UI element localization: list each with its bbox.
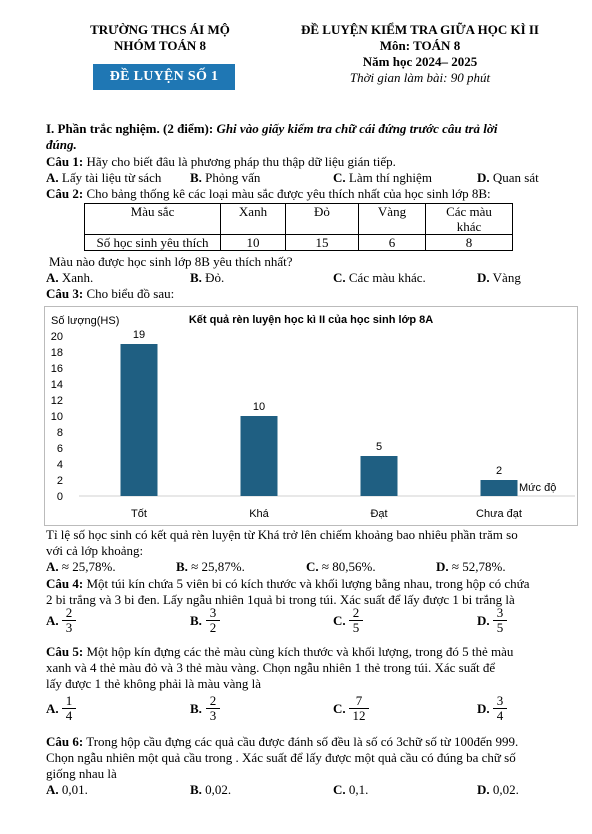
q1-option-b[interactable]: B. Phỏng vấn — [190, 170, 261, 185]
q4-option-a[interactable]: A. — [46, 613, 59, 628]
q5-stem — [46, 644, 576, 660]
chart-title: Kết quả rèn luyện học kì II của học sinh lớp 8A — [188, 314, 434, 326]
y-tick-label: 16 — [50, 363, 63, 375]
q6-stem — [46, 734, 586, 750]
y-tick-label: 8 — [56, 427, 63, 439]
q5-option-d-fraction: $\frac{3}{4}$ — [493, 694, 507, 723]
q6-label: Câu 6: — [46, 734, 84, 749]
q2-text: Cho bảng thống kê các loại màu sắc được yêu thích nhất của học sinh lớp 8B: — [86, 186, 491, 201]
chart-y-axis-label: Số lượng(HS) — [51, 315, 120, 327]
bar-data-label: 19 — [132, 329, 146, 341]
q6-option-b[interactable]: B. 0,02. — [190, 782, 232, 797]
y-tick-label: 0 — [56, 491, 63, 503]
y-tick-label: 12 — [50, 395, 63, 407]
y-tick-label: 10 — [50, 411, 63, 423]
y-tick-label: 20 — [50, 331, 63, 343]
q3-stem — [46, 286, 174, 302]
q4-option-d[interactable]: D. — [477, 613, 490, 628]
q5-option-b[interactable]: B. — [190, 701, 202, 716]
q2-stem — [46, 186, 576, 202]
table-cell: 8 — [426, 235, 513, 251]
table-header-cell: Màu sắc — [85, 204, 221, 235]
q3-question-line2: với cả lớp khoảng: — [46, 543, 144, 558]
q2-option-c[interactable]: C. Các màu khác. — [333, 270, 426, 285]
q6-text: Trong hộp cầu đựng các quả cầu được đánh số đều là số có 3chữ số từ 100đến 999. — [86, 734, 519, 749]
q2-option-b[interactable]: B. Đỏ. — [190, 270, 225, 285]
part1-title: I. Phần trắc nghiệm. (2 điểm): — [46, 121, 214, 136]
group-name: NHÓM TOÁN 8 — [114, 38, 206, 53]
chart-bar — [481, 480, 518, 496]
school-year: Năm học 2024– 2025 — [362, 54, 478, 69]
x-category-label: Khá — [249, 508, 269, 520]
table-cell: 10 — [221, 235, 286, 251]
bar-data-label: 5 — [375, 441, 383, 453]
exam-time: Thời gian làm bài: 90 phút — [349, 70, 491, 85]
q6-option-c[interactable]: C. 0,1. — [333, 782, 369, 797]
subject: Môn: TOÁN 8 — [379, 38, 461, 53]
exam-badge: ĐỀ LUYỆN SỐ 1 — [93, 64, 235, 90]
q5-option-c-fraction: $\frac{7}{12}$ — [349, 694, 369, 723]
q5-text: Một hộp kín đựng các thẻ màu cùng kích thước và khối lượng, trong đó 5 thẻ màu — [86, 644, 514, 659]
q3-option-b[interactable]: B. ≈ 25,87%. — [176, 559, 245, 574]
q4-option-a-fraction: $\frac{2}{3}$ — [62, 606, 76, 635]
y-tick-label: 18 — [50, 347, 63, 359]
q4-option-b-fraction: $\frac{3}{2}$ — [206, 606, 220, 635]
chart-bar — [361, 456, 398, 496]
q2-question: Màu nào được học sinh lớp 8B yêu thích nhất? — [49, 254, 293, 269]
q6-text-cont2: giống nhau là — [46, 766, 117, 781]
bar-chart-svg — [45, 307, 577, 525]
x-category-label: Tốt — [131, 508, 147, 520]
part1-instruction: Ghi vào giấy kiểm tra chữ cái đứng trước câu trả lời — [216, 121, 498, 136]
q2-option-d[interactable]: D. Vàng — [477, 270, 521, 285]
q2-option-a[interactable]: A. Xanh. — [46, 270, 94, 285]
q5-option-a-fraction: $\frac{1}{4}$ — [62, 694, 76, 723]
q2-label: Câu 2: — [46, 186, 84, 201]
q5-option-d[interactable]: D. — [477, 701, 490, 716]
part1-instruction-cont: đúng. — [46, 137, 77, 152]
y-tick-label: 2 — [56, 475, 63, 487]
y-tick-label: 6 — [56, 443, 63, 455]
q6-option-a[interactable]: A. 0,01. — [46, 782, 88, 797]
q4-option-c[interactable]: C. — [333, 613, 346, 628]
table-cell: 15 — [286, 235, 359, 251]
q3-option-c[interactable]: C. ≈ 80,56%. — [306, 559, 376, 574]
q1-option-d[interactable]: D. Quan sát — [477, 170, 539, 185]
bar-chart — [44, 306, 578, 526]
table-cell: 6 — [359, 235, 426, 251]
q4-option-c-fraction: $\frac{2}{5}$ — [349, 606, 363, 635]
chart-x-axis-label: Mức độ — [519, 482, 557, 494]
q6-option-d[interactable]: D. 0,02. — [477, 782, 519, 797]
bar-data-label: 2 — [495, 465, 503, 477]
q1-label: Câu 1: — [46, 154, 84, 169]
table-header-cell: Xanh — [221, 204, 286, 235]
table-header-cell-other: Các màu khác — [426, 204, 513, 235]
q5-text-cont: xanh và 4 thẻ màu đỏ và 3 thẻ màu vàng. Chọn ngẫu nhiên 1 thẻ trong túi. Xác suất để — [46, 660, 496, 675]
q5-label: Câu 5: — [46, 644, 84, 659]
table-row — [85, 235, 513, 251]
q5-text-cont2: lấy được 1 thẻ không phải là màu vàng là — [46, 676, 262, 691]
color-preference-table — [84, 203, 513, 251]
table-header-row — [85, 204, 513, 235]
q3-option-a[interactable]: A. ≈ 25,78%. — [46, 559, 116, 574]
q1-option-a[interactable]: A. Lấy tài liệu từ sách — [46, 170, 162, 185]
q1-option-c[interactable]: C. Làm thí nghiệm — [333, 170, 432, 185]
bar-data-label: 10 — [252, 401, 266, 413]
q4-stem — [46, 576, 576, 592]
q6-text-cont: Chọn ngẫu nhiên một quả cầu trong . Xác suất để lấy được một quả cầu có đúng ba chữ số — [46, 750, 516, 765]
exam-title: ĐỀ LUYỆN KIỂM TRA GIỮA HỌC KÌ II — [300, 22, 539, 37]
chart-bar — [121, 344, 158, 496]
table-row-label: Số học sinh yêu thích — [85, 235, 221, 251]
y-tick-label: 14 — [50, 379, 63, 391]
y-tick-label: 4 — [56, 459, 63, 471]
q5-option-c[interactable]: C. — [333, 701, 346, 716]
part1-heading — [46, 121, 566, 137]
q5-option-a[interactable]: A. — [46, 701, 59, 716]
table-header-cell: Đỏ — [286, 204, 359, 235]
q4-text: Một túi kín chứa 5 viên bi có kích thước và khối lượng bằng nhau, trong hộp có chứa — [86, 576, 530, 591]
x-category-label: Đạt — [370, 508, 388, 520]
q3-label: Câu 3: — [46, 286, 84, 301]
q4-text-cont: 2 bi trắng và 3 bi đen. Lấy ngẫu nhiên 1quả bi trong túi. Xác suất để lấy được 1 bi trắng là — [46, 592, 515, 607]
q5-option-b-fraction: $\frac{2}{3}$ — [206, 694, 220, 723]
q3-text: Cho biểu đồ sau: — [86, 286, 175, 301]
q3-question-line1: Tỉ lệ số học sinh có kết quả rèn luyện từ Khá trở lên chiếm khoảng bao nhiêu phần trăm so — [46, 527, 518, 542]
q4-label: Câu 4: — [46, 576, 84, 591]
table-header-cell: Vàng — [359, 204, 426, 235]
school-name: TRƯỜNG THCS ÁI MỘ — [90, 22, 230, 37]
chart-bar — [241, 416, 278, 496]
q1-text: Hãy cho biết đâu là phương pháp thu thập dữ liệu gián tiếp. — [86, 154, 396, 169]
q4-option-b[interactable]: B. — [190, 613, 202, 628]
q4-option-d-fraction: $\frac{3}{5}$ — [493, 606, 507, 635]
x-category-label: Chưa đạt — [476, 508, 522, 520]
q1-stem — [46, 154, 576, 170]
q3-option-d[interactable]: D. ≈ 52,78%. — [436, 559, 506, 574]
